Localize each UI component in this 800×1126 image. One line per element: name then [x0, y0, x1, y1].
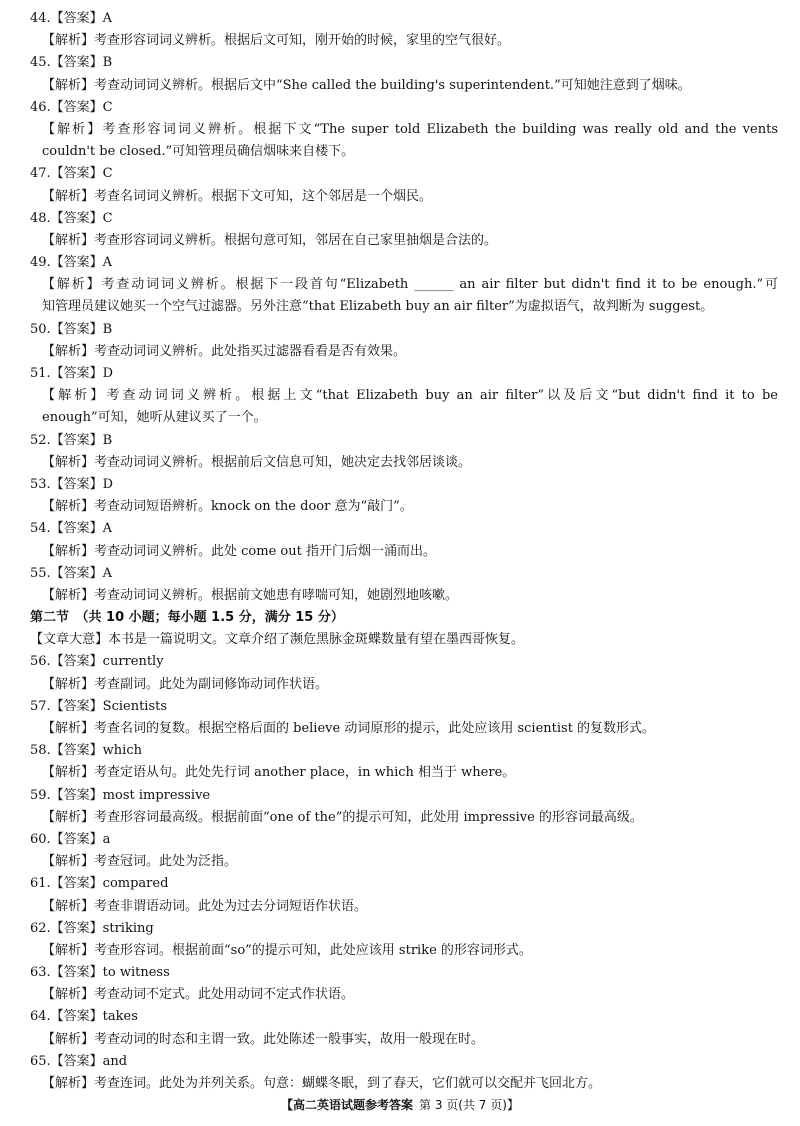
explanation-line: 【解析】考查动词词义辨析。根据下一段首句“Elizabeth ______ an air filter but didn't find it to be enough.”可: [42, 277, 778, 293]
answer-line: 49.【答案】A: [30, 255, 113, 271]
answer-line: 65.【答案】and: [30, 1053, 128, 1069]
answer-line: 47.【答案】C: [30, 166, 113, 182]
answer-line: 59.【答案】most impressive: [30, 787, 211, 803]
page-footer: [0, 1096, 800, 1113]
explanation-line: 【解析】考查形容词词义辨析。根据下文“The super told Elizabeth the building was really old and the vents: [42, 121, 778, 137]
answer-line: 46.【答案】C: [30, 99, 113, 115]
footer-title: 【高二英语试题参考答案: [281, 1098, 414, 1112]
explanation-line: 【解析】考查冠词。此处为泛指。: [42, 854, 238, 870]
explanation-line: 【解析】考查连词。此处为并列关系。句意：蝴蝶冬眠，到了春天，它们就可以交配并飞回北方。: [42, 1076, 602, 1091]
footer-page-number: 第 3 页(共 7 页)】: [419, 1098, 519, 1112]
answer-line: 57.【答案】Scientists: [30, 698, 168, 714]
explanation-line: 【解析】考查动词的时态和主谓一致。此处陈述一般事实，故用一般现在时。: [42, 1031, 485, 1047]
explanation-line: 【解析】考查名词的复数。根据空格后面的 believe 动词原形的提示，此处应该用 scientist 的复数形式。: [42, 721, 656, 736]
answer-line: 44.【答案】A: [30, 11, 113, 26]
answer-line: 50.【答案】B: [30, 321, 113, 337]
explanation-line: 【解析】考查形容词最高级。根据前面“one of the”的提示可知，此处用 impressive 的形容词最高级。: [42, 809, 643, 825]
explanation-continuation: 知管理员建议她买一个空气过滤器。另外注意“that Elizabeth buy an air filter”为虚拟语气，故判断为 suggest。: [42, 299, 714, 315]
explanation-line: 【解析】考查动词不定式。此处用动词不定式作状语。: [42, 987, 355, 1003]
explanation-line: 【解析】考查定语从句。此处先行词 another place，in which 相当于 where。: [42, 765, 516, 781]
explanation-continuation: couldn't be closed.”可知管理员确信烟味来自楼下。: [42, 144, 355, 160]
explanation-line: 【解析】考查动词词义辨析。根据后文中“She called the building's superintendent.”可知她注意到了烟味。: [42, 77, 691, 93]
explanation-line: 【解析】考查动词词义辨析。根据前文她患有哮喘可知，她剧烈地咳嗽。: [42, 587, 459, 603]
answer-line: 51.【答案】D: [30, 366, 114, 381]
explanation-line: 【解析】考查形容词词义辨析。根据句意可知，邻居在自己家里抽烟是合法的。: [42, 232, 498, 248]
passage-summary: 【文章大意】本书是一篇说明文。文章介绍了濒危黑脉金斑蝶数量有望在墨西哥恢复。: [30, 632, 525, 648]
explanation-line: 【解析】考查动词词义辨析。此处指买过滤器看看是否有效果。: [42, 343, 407, 359]
answer-line: 56.【答案】currently: [30, 654, 164, 670]
answer-line: 48.【答案】C: [30, 210, 113, 226]
explanation-line: 【解析】考查形容词。根据前面“so”的提示可知，此处应该用 strike 的形容词形式。: [42, 942, 532, 958]
answer-line: 45.【答案】B: [30, 55, 113, 71]
explanation-line: 【解析】考查动词短语辨析。knock on the door 意为“敲门”。: [42, 499, 413, 515]
answer-line: 62.【答案】striking: [30, 920, 154, 936]
section-heading: 第二节 （共 10 小题；每小题 1.5 分，满分 15 分）: [30, 610, 344, 626]
answer-line: 63.【答案】to witness: [30, 965, 170, 981]
answer-line: 60.【答案】a: [30, 831, 111, 847]
answer-line: 55.【答案】A: [30, 565, 113, 581]
answer-line: 64.【答案】takes: [30, 1009, 138, 1025]
answer-list: [30, 8, 778, 1095]
explanation-line: 【解析】考查动词词义辨析。根据上文“that Elizabeth buy an air filter”以及后文“but didn't find it to be: [42, 388, 778, 404]
explanation-line: 【解析】考查形容词词义辨析。根据后文可知，刚开始的时候，家里的空气很好。: [42, 33, 511, 49]
explanation-line: 【解析】考查名词词义辨析。根据下文可知，这个邻居是一个烟民。: [42, 188, 433, 204]
explanation-line: 【解析】考查动词词义辨析。此处 come out 指开门后烟一涌而出。: [42, 543, 436, 559]
explanation-line: 【解析】考查非谓语动词。此处为过去分词短语作状语。: [42, 898, 368, 914]
answer-line: 54.【答案】A: [30, 521, 113, 537]
answer-line: 52.【答案】B: [30, 432, 113, 448]
answer-line: 53.【答案】D: [30, 476, 114, 492]
answer-line: 61.【答案】compared: [30, 876, 169, 892]
explanation-continuation: enough”可知，她听从建议买了一个。: [42, 410, 267, 426]
explanation-line: 【解析】考查动词词义辨析。根据前后文信息可知，她决定去找邻居谈谈。: [42, 454, 472, 470]
explanation-line: 【解析】考查副词。此处为副词修饰动词作状语。: [42, 676, 329, 692]
answer-line: 58.【答案】which: [30, 743, 142, 759]
